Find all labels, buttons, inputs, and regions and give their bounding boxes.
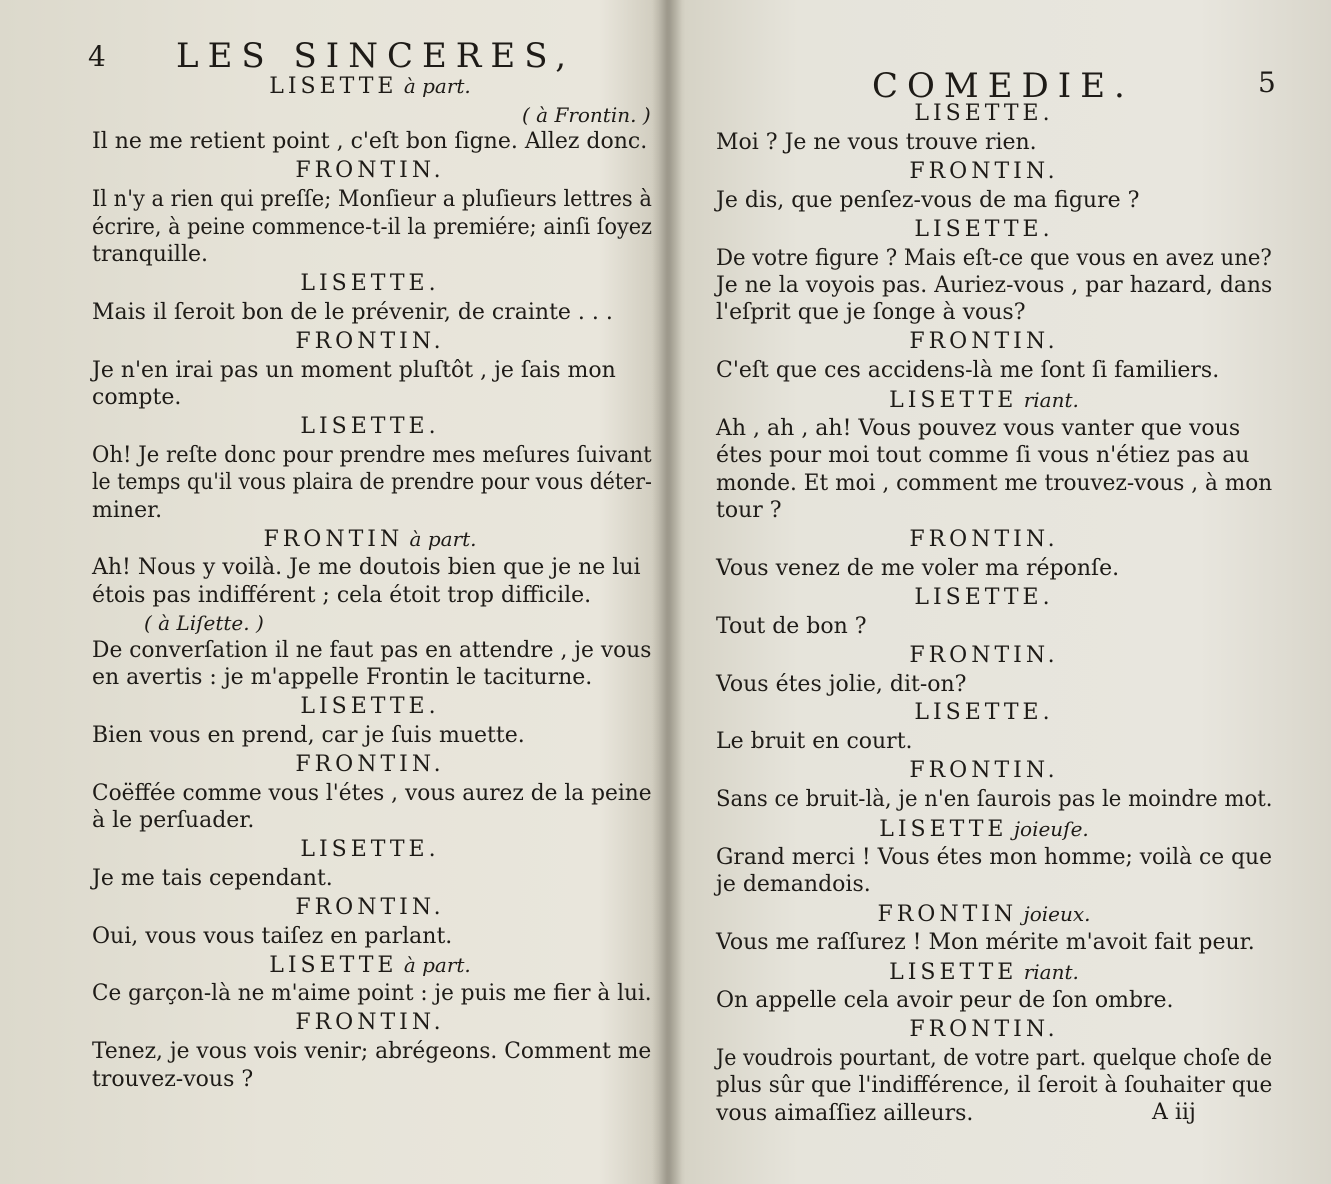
text-line: Oh! Je reſte donc pour prendre mes meſures ſuivant [92, 442, 652, 468]
speaker-label: LISETTE [879, 817, 1008, 842]
stage-direction: riant. [1017, 388, 1079, 412]
speaker-label: LISETTE. [914, 216, 1054, 242]
speaker-label: FRONTIN. [295, 1010, 445, 1036]
text-line: Il n'y a rien qui preſſe; Monſieur a pluſieurs lettres à [92, 187, 652, 213]
text-line: Sans ce bruit-là, je n'en ſaurois pas le moindre mot. [716, 787, 1273, 813]
speaker-name [269, 951, 471, 980]
speaker-label: FRONTIN. [909, 158, 1059, 184]
text-line: miner. [92, 497, 163, 523]
text-line: Ah , ah , ah! Vous pouvez vous vanter que vous [716, 415, 1241, 441]
speaker-label: LISETTE [889, 388, 1018, 413]
speaker-name [295, 157, 444, 185]
text-line: De votre figure ? Mais eſt-ce que vous en avez une? [716, 245, 1272, 271]
speaker-label: FRONTIN. [295, 894, 445, 920]
speaker-label: LISETTE. [300, 270, 440, 296]
text-line: écrire, à peine commence-t-il la premiére; ainſi ſoyez [92, 214, 653, 240]
speaker-label: FRONTIN. [909, 329, 1059, 355]
stage-direction: à part. [397, 74, 471, 98]
speaker-label: FRONTIN. [295, 751, 445, 777]
speaker-label: FRONTIN [263, 527, 404, 553]
text-line: Vous me raſſurez ! Mon mérite m'avoit fait peur. [716, 930, 1255, 956]
text-line: étes pour moi tout comme ſi vous n'étiez pas au [716, 443, 1250, 469]
text-line: De converſation il ne faut pas en attendre , je vous [92, 637, 652, 663]
speaker-name [300, 693, 439, 721]
text-line: étois pas indifférent ; cela étoit trop difficile. [92, 582, 592, 608]
running-head: COMEDIE. [872, 66, 1134, 106]
text-line: Je dis, que penſez-vous de ma figure ? [716, 187, 1140, 213]
text-line: Tout de bon ? [716, 613, 867, 639]
speaker-name [914, 699, 1053, 727]
speaker-name [300, 270, 439, 298]
stage-direction: joieux. [1017, 902, 1091, 927]
speaker-name [889, 958, 1079, 987]
text-line: On appelle cela avoir peur de ſon ombre. [716, 987, 1174, 1013]
speaker-name [300, 413, 439, 441]
speaker-label: FRONTIN. [909, 527, 1059, 552]
speaker-name [909, 328, 1058, 356]
speaker-name [914, 584, 1053, 612]
text-line: Le bruit en court. [716, 729, 913, 755]
speaker-label: FRONTIN. [295, 328, 445, 354]
text-line: Coëffée comme vous l'étes , vous aurez de la peine [92, 780, 652, 806]
text-line: Je n'en irai pas un moment pluſtôt , je ſais mon [92, 357, 616, 383]
speaker-name [909, 1016, 1058, 1044]
speaker-name [295, 1009, 444, 1037]
text-line: Grand merci ! Vous étes mon homme; voilà ce que [716, 844, 1273, 870]
speaker-label: LISETTE. [300, 413, 440, 439]
speaker-label: FRONTIN. [909, 642, 1059, 668]
stage-direction: joieuſe. [1007, 817, 1089, 841]
stage-direction: à part. [397, 953, 471, 978]
speaker-name [909, 158, 1058, 186]
speaker-name [300, 836, 439, 864]
text-line: compte. [92, 384, 182, 410]
speaker-name [295, 894, 444, 922]
speaker-label: FRONTIN. [909, 758, 1059, 784]
speaker-name [295, 751, 444, 779]
stage-direction: ( à Liſette. ) [144, 611, 264, 636]
speaker-label: FRONTIN. [295, 158, 445, 184]
text-line: plus sûr que l'indifférence, il ſeroit à ſouhaiter que [716, 1073, 1273, 1099]
speaker-label: LISETTE. [300, 693, 440, 719]
text-line: le temps qu'il vous plaira de prendre pour vous déter- [92, 470, 652, 496]
speaker-label: LISETTE. [914, 101, 1054, 126]
speaker-label: LISETTE. [300, 836, 440, 862]
speaker-label: LISETTE [269, 74, 398, 99]
text-line: Bien vous en prend, car je ſuis muette. [92, 722, 525, 748]
text-line: Je ne la voyois pas. Auriez-vous , par hazard, dans [716, 272, 1273, 298]
page-number: 5 [1258, 66, 1276, 99]
stage-direction: à part. [403, 527, 477, 552]
text-line: Ce garçon-là ne m'aime point : je puis me fier à lui. [92, 981, 652, 1007]
speaker-name [877, 900, 1090, 929]
page-number: 4 [88, 40, 106, 73]
text-line: Ah! Nous y voilà. Je me doutois bien que je ne lui [92, 555, 641, 581]
speaker-name [295, 328, 444, 356]
text-line: Je me tais cependant. [92, 865, 333, 891]
speaker-name [269, 72, 471, 101]
speaker-name [909, 526, 1058, 554]
speaker-name [914, 216, 1053, 244]
text-line: C'eſt que ces accidens-là me ſont ſi familiers. [716, 358, 1220, 384]
text-line: l'eſprit que je ſonge à vous? [716, 300, 1026, 326]
text-line: en avertis : je m'appelle Frontin le taciturne. [92, 664, 593, 690]
speaker-name [914, 100, 1053, 128]
right-page [668, 0, 1331, 1184]
text-line: Vous venez de me voler ma réponſe. [716, 555, 1120, 581]
text-line: Vous étes jolie, dit-on? [716, 671, 967, 697]
speaker-name [909, 642, 1058, 670]
running-head: LES SINCERES, [176, 36, 576, 76]
stage-direction: ( à Frontin. ) [522, 102, 651, 127]
text-line: je demandois. [716, 872, 871, 898]
text-line: Il ne me retient point , c'eſt bon ſigne. Allez donc. [92, 129, 648, 155]
speaker-label: LISETTE [889, 960, 1018, 985]
text-line: Je voudrois pourtant, de votre part. quelque choſe de [716, 1045, 1273, 1071]
speaker-label: LISETTE. [914, 584, 1054, 610]
signature-mark: A iij [1152, 1100, 1196, 1125]
speaker-name [909, 757, 1058, 785]
text-line: à le perſuader. [92, 807, 255, 833]
text-line: vous aimaſſiez ailleurs. [716, 1100, 974, 1126]
text-line: Moi ? Je ne vous trouve rien. [716, 129, 1037, 155]
text-line: tour ? [716, 498, 782, 524]
speaker-label: FRONTIN. [909, 1016, 1059, 1042]
text-line: Mais il ſeroit bon de le prévenir, de crainte . . . [92, 299, 613, 325]
text-line: Oui, vous vous taiſez en parlant. [92, 923, 453, 949]
speaker-name [263, 525, 476, 554]
text-line: tranquille. [92, 241, 209, 267]
text-line: monde. Et moi , comment me trouvez-vous , à mon [716, 470, 1273, 496]
speaker-name [889, 386, 1079, 415]
speaker-label: LISETTE [269, 953, 398, 979]
speaker-name [879, 815, 1089, 844]
text-line: Tenez, je vous vois venir; abrégeons. Comment me [92, 1039, 652, 1065]
speaker-label: FRONTIN [877, 902, 1018, 928]
text-line: trouvez-vous ? [92, 1066, 254, 1092]
stage-direction: riant. [1017, 960, 1079, 984]
speaker-label: LISETTE. [914, 700, 1054, 726]
